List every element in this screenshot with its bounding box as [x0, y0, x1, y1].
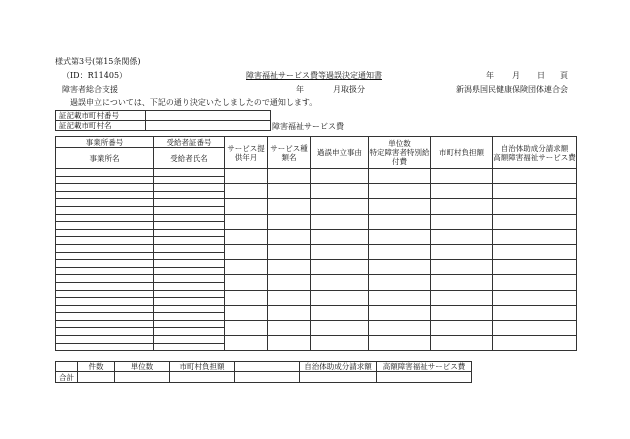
- table-cell: [154, 169, 225, 177]
- table-row: [56, 260, 577, 268]
- table-cell: [268, 169, 311, 184]
- table-cell: [154, 222, 225, 230]
- table-cell: [225, 229, 268, 244]
- table-cell: [369, 260, 431, 275]
- table-cell: [225, 305, 268, 320]
- table-cell: [56, 237, 154, 245]
- table-cell: [431, 290, 493, 305]
- table-cell: [369, 336, 431, 351]
- table-cell: [311, 184, 369, 199]
- totals-units-header: 単位数: [115, 362, 170, 372]
- form-id: （ID：R11405）: [62, 71, 128, 80]
- table-cell: [225, 275, 268, 290]
- date-month: 月: [512, 71, 520, 80]
- table-row: [56, 244, 577, 252]
- table-row: [56, 229, 577, 237]
- table-cell: [311, 199, 369, 214]
- table-cell: [56, 298, 154, 306]
- table-cell: [56, 336, 154, 344]
- table-cell: [154, 244, 225, 252]
- header-special-benefit: 特定障害者特別給付費: [369, 148, 430, 166]
- totals-local-aid-value: [300, 372, 377, 383]
- table-cell: [154, 282, 225, 290]
- table-cell: [56, 328, 154, 336]
- table-cell: [369, 275, 431, 290]
- table-cell: [311, 290, 369, 305]
- table-cell: [154, 229, 225, 237]
- table-row: [56, 184, 577, 192]
- table-cell: [431, 305, 493, 320]
- header-recipient-number: 受給者証番号: [154, 137, 225, 148]
- table-cell: [493, 305, 577, 320]
- table-cell: [56, 206, 154, 214]
- table-cell: [493, 275, 577, 290]
- table-cell: [493, 320, 577, 335]
- table-cell: [493, 184, 577, 199]
- table-cell: [56, 191, 154, 199]
- totals-city-burden-value: [170, 372, 235, 383]
- table-cell: [369, 199, 431, 214]
- table-cell: [311, 336, 369, 351]
- header-service-type: サービス種類名: [268, 137, 311, 169]
- totals-local-aid-header: 自治体助成分請求額: [300, 362, 377, 372]
- table-cell: [225, 290, 268, 305]
- totals-city-burden-header: 市町村負担額: [170, 362, 235, 372]
- table-cell: [431, 320, 493, 335]
- totals-corner: [56, 362, 78, 372]
- table-cell: [268, 184, 311, 199]
- table-cell: [154, 275, 225, 283]
- table-cell: [493, 199, 577, 214]
- header-office-name: 事業所名: [56, 148, 154, 169]
- table-cell: [56, 282, 154, 290]
- city-info-box: [55, 110, 271, 131]
- table-cell: [56, 184, 154, 192]
- table-cell: [311, 229, 369, 244]
- main-table: [55, 136, 577, 351]
- table-cell: [431, 214, 493, 229]
- table-cell: [56, 222, 154, 230]
- service-type-label: 障害福祉サービス費: [272, 122, 344, 131]
- table-cell: [268, 260, 311, 275]
- table-cell: [154, 260, 225, 268]
- totals-units-value: [115, 372, 170, 383]
- table-cell: [154, 267, 225, 275]
- table-cell: [56, 229, 154, 237]
- table-cell: [369, 290, 431, 305]
- header-units-special: [369, 137, 431, 169]
- table-cell: [154, 313, 225, 321]
- date-year: 年: [486, 71, 494, 80]
- table-row: [56, 305, 577, 313]
- totals-high-cost-header: 高額障害福祉サービス費: [377, 362, 472, 372]
- table-cell: [225, 169, 268, 184]
- table-row: [56, 290, 577, 298]
- table-cell: [154, 237, 225, 245]
- table-cell: [493, 229, 577, 244]
- table-row: [56, 199, 577, 207]
- table-cell: [369, 214, 431, 229]
- table-cell: [268, 320, 311, 335]
- table-cell: [431, 169, 493, 184]
- table-cell: [225, 214, 268, 229]
- table-cell: [311, 169, 369, 184]
- table-cell: [56, 244, 154, 252]
- totals-blank-value: [235, 372, 300, 383]
- issuer: 新潟県国民健康保険団体連合会: [456, 85, 568, 94]
- notice-text: 過誤申立については、下記の通り決定いたしましたので通知します。: [70, 98, 318, 107]
- table-cell: [154, 184, 225, 192]
- table-cell: [431, 260, 493, 275]
- header-service-month: サービス提供年月: [225, 137, 268, 169]
- table-cell: [311, 260, 369, 275]
- table-cell: [56, 260, 154, 268]
- table-cell: [311, 275, 369, 290]
- table-cell: [56, 169, 154, 177]
- header-high-cost: 高額障害福祉サービス費: [493, 152, 576, 162]
- table-cell: [154, 214, 225, 222]
- city-name-label: 証記載市町村名: [56, 121, 146, 131]
- table-cell: [493, 290, 577, 305]
- table-cell: [154, 176, 225, 184]
- city-name-value: [146, 121, 271, 131]
- document-title: 障害福祉サービス費等過誤決定通知書: [246, 71, 382, 80]
- table-cell: [268, 244, 311, 259]
- table-cell: [493, 214, 577, 229]
- table-cell: [431, 184, 493, 199]
- table-row: [56, 336, 577, 344]
- totals-high-cost-value: [377, 372, 472, 383]
- period-month: 月取扱分: [333, 85, 365, 94]
- table-row: [56, 320, 577, 328]
- table-cell: [369, 244, 431, 259]
- table-cell: [225, 244, 268, 259]
- table-cell: [268, 290, 311, 305]
- table-cell: [154, 298, 225, 306]
- table-cell: [154, 328, 225, 336]
- table-cell: [154, 199, 225, 207]
- header-office-number: 事業所番号: [56, 137, 154, 148]
- table-row: [56, 275, 577, 283]
- table-cell: [56, 214, 154, 222]
- table-cell: [431, 229, 493, 244]
- table-cell: [493, 260, 577, 275]
- table-cell: [56, 320, 154, 328]
- header-unit-count: 単位数: [388, 139, 411, 148]
- table-cell: [225, 260, 268, 275]
- table-row: [56, 214, 577, 222]
- table-cell: [154, 320, 225, 328]
- totals-table: [55, 361, 472, 383]
- table-cell: [311, 320, 369, 335]
- table-cell: [268, 305, 311, 320]
- table-cell: [369, 305, 431, 320]
- header-local-aid: 自治体助成分請求額: [500, 143, 569, 153]
- table-cell: [431, 336, 493, 351]
- table-cell: [225, 336, 268, 351]
- table-cell: [493, 336, 577, 351]
- totals-blank-header: [235, 362, 300, 372]
- table-cell: [311, 214, 369, 229]
- table-cell: [154, 252, 225, 260]
- table-cell: [225, 184, 268, 199]
- table-cell: [369, 320, 431, 335]
- header-aid-highcost: [493, 137, 577, 169]
- table-cell: [268, 336, 311, 351]
- table-cell: [154, 305, 225, 313]
- period-year: 年: [296, 85, 304, 94]
- table-cell: [268, 214, 311, 229]
- totals-row-label: 合計: [56, 372, 78, 383]
- table-cell: [369, 184, 431, 199]
- table-cell: [493, 244, 577, 259]
- city-number-label: 証記載市町村番号: [56, 111, 146, 121]
- table-cell: [311, 305, 369, 320]
- table-cell: [56, 290, 154, 298]
- table-cell: [56, 305, 154, 313]
- table-cell: [154, 206, 225, 214]
- totals-count-value: [78, 372, 115, 383]
- table-cell: [56, 252, 154, 260]
- table-cell: [225, 199, 268, 214]
- table-cell: [154, 343, 225, 351]
- table-cell: [225, 320, 268, 335]
- header-reason: 過誤申立事由: [311, 137, 369, 169]
- header-city-burden: 市町村負担額: [431, 137, 493, 169]
- table-cell: [369, 229, 431, 244]
- table-cell: [493, 169, 577, 184]
- page-label: 頁: [560, 71, 568, 80]
- table-cell: [268, 275, 311, 290]
- table-cell: [56, 313, 154, 321]
- form-number: 様式第3号(第15条関係): [55, 57, 141, 66]
- table-row: [56, 169, 577, 177]
- table-cell: [154, 336, 225, 344]
- table-cell: [56, 176, 154, 184]
- table-cell: [431, 244, 493, 259]
- table-cell: [431, 199, 493, 214]
- table-cell: [154, 191, 225, 199]
- table-cell: [154, 290, 225, 298]
- table-cell: [268, 199, 311, 214]
- table-cell: [431, 275, 493, 290]
- city-number-value: [146, 111, 271, 121]
- totals-count-header: 件数: [78, 362, 115, 372]
- table-cell: [369, 169, 431, 184]
- table-cell: [311, 244, 369, 259]
- table-cell: [56, 267, 154, 275]
- table-cell: [268, 229, 311, 244]
- header-recipient-name: 受給者氏名: [154, 148, 225, 169]
- table-cell: [56, 343, 154, 351]
- table-cell: [56, 275, 154, 283]
- addressee: 障害者総合支援: [62, 85, 118, 94]
- date-day: 日: [537, 71, 545, 80]
- table-cell: [56, 199, 154, 207]
